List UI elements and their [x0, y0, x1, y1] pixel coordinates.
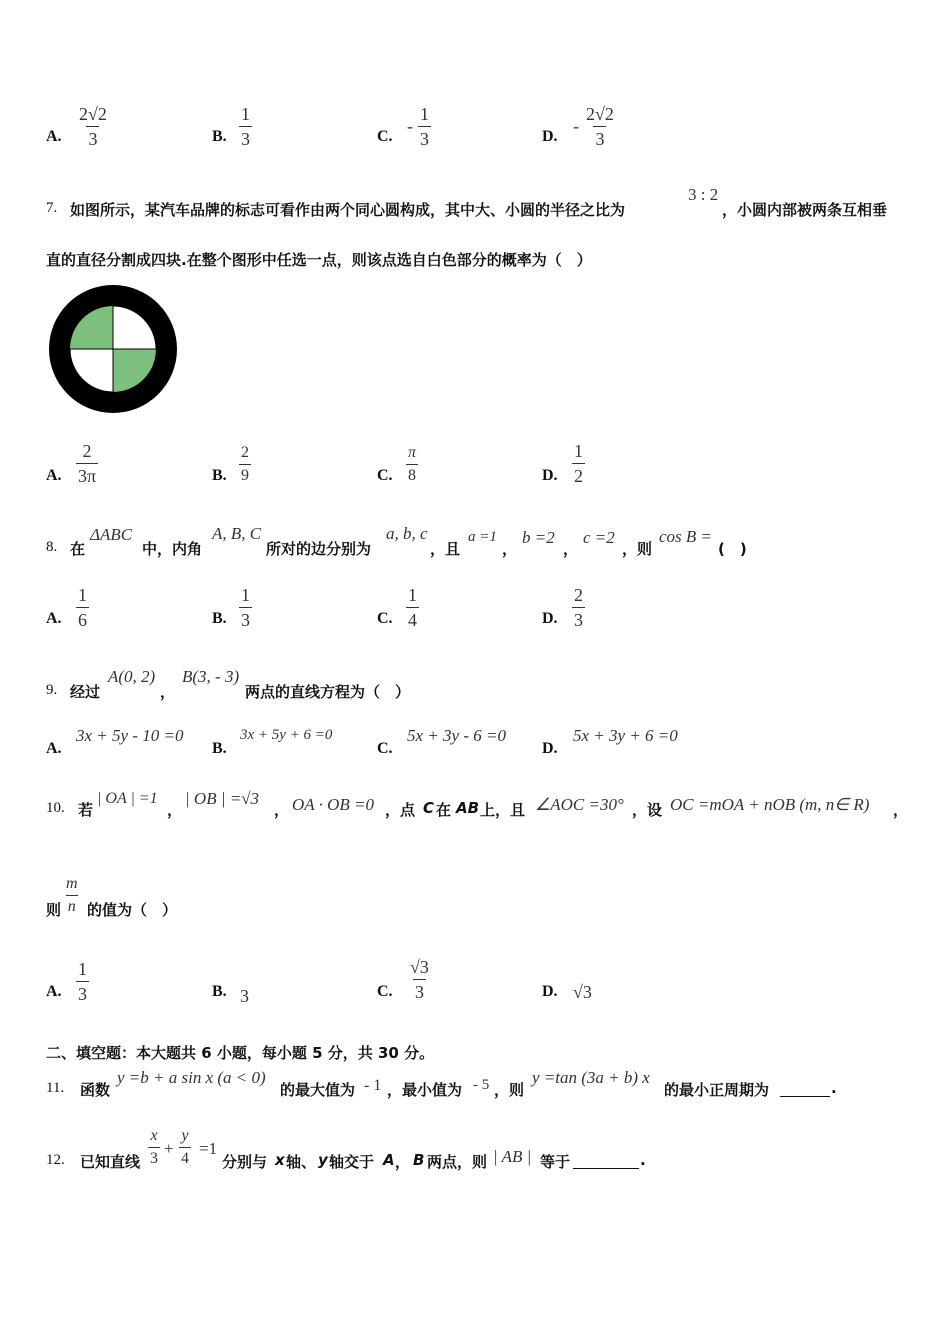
q8-option-d-label: D.	[542, 610, 558, 627]
q6-option-c-fraction: $\frac{1}{3}$	[420, 104, 429, 149]
q7-option-d-label: D.	[542, 467, 558, 484]
q8-comma-1: ，	[502, 540, 518, 558]
q9-option-a-expr: 3x + 5y - 10 =0	[76, 726, 184, 745]
q9-point-b: B(3, - 3)	[182, 667, 240, 686]
q10-point-c: C	[423, 799, 435, 817]
q8-cos-b: cos B =	[659, 527, 713, 546]
q7-option-c-fraction: $\frac{\pi}{8}$	[408, 444, 417, 484]
q9-option-a-label: A.	[46, 740, 62, 757]
q7-number: 7.	[46, 200, 58, 216]
q10-option-a-fraction: $\frac{1}{3}$	[78, 959, 87, 1004]
q12-point-a: A	[383, 1151, 395, 1169]
q8-c-value: c =2	[583, 528, 615, 547]
q8-option-c-fraction: $\frac{1}{4}$	[408, 585, 417, 630]
q8-text-1: 在	[70, 540, 86, 558]
q8-option-c-label: C.	[377, 610, 393, 627]
q10-m-over-n: $\frac{m}{n}$	[66, 875, 78, 915]
q11-text-1: 函数	[80, 1081, 111, 1099]
q7-option-d-fraction: $\frac{1}{2}$	[574, 441, 583, 486]
q7-text-line1: 如图所示，某汽车品牌的标志可看作由两个同心圆构成，其中大、小圆的半径之比为	[70, 201, 626, 219]
q9-text-2: 两点的直线方程为（ ）	[245, 683, 411, 701]
q10-option-d-value: √3	[573, 982, 592, 1002]
q8-triangle: ΔABC	[90, 525, 133, 544]
q10-oa-magnitude: | OA | =1	[97, 790, 158, 807]
section-2-heading: 二、填空题：本大题共 6 小题，每小题 5 分，共 30 分。	[46, 1044, 435, 1062]
q10-option-d-label: D.	[542, 983, 558, 1000]
q6-option-c-sign: -	[407, 116, 413, 136]
q11-text-4: ，则	[494, 1081, 525, 1099]
q6-option-b-label: B.	[212, 128, 227, 145]
q10-option-c-fraction: $\frac{√3}{3}$	[410, 957, 429, 1002]
q12-x-var: x	[275, 1151, 285, 1169]
q9-option-d-label: D.	[542, 740, 558, 757]
q12-equals-one: =1	[199, 1139, 218, 1158]
q10-text-5: ，设	[632, 801, 663, 819]
q11-tan-function: y =tan (3a + b) x	[532, 1068, 650, 1087]
q10-comma-1: ，	[167, 801, 183, 819]
q10-option-c-label: C.	[377, 983, 393, 1000]
q6-option-d-label: D.	[542, 128, 558, 145]
q10-text-4: 上，且	[480, 801, 526, 819]
q12-text-4: 轴交于	[329, 1153, 375, 1171]
q9-point-a: A(0, 2)	[108, 667, 156, 686]
q8-option-b-fraction: $\frac{1}{3}$	[241, 585, 250, 630]
q11-min-value: - 5	[473, 1077, 490, 1093]
q8-text-3: 所对的边分别为	[266, 540, 372, 558]
q10-text-7: 则	[46, 901, 62, 919]
q9-option-d-expr: 5x + 3y + 6 =0	[573, 726, 678, 745]
q8-comma-2: ，	[563, 540, 579, 558]
q10-text-2: ，点	[385, 801, 416, 819]
q11-function: y =b + a sin x (a < 0)	[117, 1068, 266, 1087]
q8-option-b-label: B.	[212, 610, 227, 627]
q10-option-a-label: A.	[46, 983, 62, 1000]
q8-b-value: b =2	[522, 528, 555, 547]
q10-text-8: 的值为（ ）	[87, 901, 178, 919]
q12-plus: +	[164, 1139, 174, 1158]
q6-option-c-label: C.	[377, 128, 393, 145]
q8-option-a-fraction: $\frac{1}{6}$	[78, 585, 87, 630]
q12-text-2: 分别与	[222, 1153, 268, 1171]
q9-option-b-label: B.	[212, 740, 227, 757]
q12-text-6: 等于	[540, 1153, 571, 1171]
q7-ratio: 3 : 2	[688, 185, 719, 204]
q7-option-a-fraction: $\frac{2}{3\pi}$	[78, 441, 97, 486]
q11-number: 11.	[46, 1080, 65, 1096]
q8-text-4: ，且	[430, 540, 461, 558]
q9-option-c-expr: 5x + 3y - 6 =0	[407, 726, 506, 745]
q10-ob-magnitude: | OB | =√3	[185, 789, 260, 808]
q8-option-a-label: A.	[46, 610, 62, 627]
q7-text-line1-end: ，小圆内部被两条互相垂	[722, 201, 888, 219]
q10-option-b-value: 3	[240, 986, 249, 1006]
q12-text-3: 轴、	[286, 1153, 317, 1171]
q8-a-value: a =1	[468, 529, 497, 545]
q12-ab-length: | AB |	[493, 1147, 532, 1166]
q11-end-period: .	[831, 1079, 837, 1097]
q10-oc-expression: OC =mOA + nOB (m, n∈ R)	[670, 795, 870, 814]
q6-option-d-sign: -	[573, 116, 579, 136]
q8-answer-paren: ( )	[718, 540, 747, 558]
q9-number: 9.	[46, 682, 58, 698]
q7-option-b-label: B.	[212, 467, 227, 484]
q12-text-1: 已知直线	[80, 1153, 141, 1171]
q11-text-3: ，最小值为	[387, 1081, 463, 1099]
q7-logo-figure	[46, 283, 182, 417]
q8-angles: A, B, C	[212, 524, 262, 543]
q12-x-over-3: $\frac{x}{3}$	[150, 1127, 158, 1167]
q12-point-b: B	[413, 1151, 425, 1169]
q12-end-period: .	[640, 1151, 646, 1169]
q11-text-5: 的最小正周期为	[664, 1081, 770, 1099]
q12-text-5: 两点，则	[427, 1153, 488, 1171]
q10-angle: ∠AOC =30°	[535, 795, 624, 814]
q7-option-a-label: A.	[46, 467, 62, 484]
q8-text-2: 中，内角	[142, 540, 203, 558]
q10-text-1: 若	[78, 801, 94, 819]
q9-comma: ，	[160, 683, 176, 701]
q12-y-var: y	[318, 1151, 328, 1169]
q6-option-a-label: A.	[46, 128, 62, 145]
q10-text-6: ，	[893, 801, 909, 819]
q10-segment-ab: AB	[456, 799, 480, 817]
q8-option-d-fraction: $\frac{2}{3}$	[574, 585, 583, 630]
q8-text-5: ，则	[622, 540, 653, 558]
q9-text-1: 经过	[70, 683, 101, 701]
q7-text-line2: 直的直径分割成四块.在整个图形中任选一点，则该点选自白色部分的概率为（ ）	[46, 251, 592, 269]
q6-option-b-fraction: $\frac{1}{3}$	[241, 104, 250, 149]
q6-option-a-fraction: $\frac{2√2}{3}$	[79, 104, 107, 149]
q11-answer-blank[interactable]	[780, 1080, 830, 1097]
q10-number: 10.	[46, 800, 65, 816]
q7-option-c-label: C.	[377, 467, 393, 484]
q12-number: 12.	[46, 1152, 65, 1168]
q12-separator: ，	[395, 1153, 411, 1171]
q12-answer-blank[interactable]	[573, 1152, 639, 1169]
q11-max-value: - 1	[364, 1077, 382, 1094]
q9-option-c-label: C.	[377, 740, 393, 757]
q10-comma-2: ，	[274, 801, 290, 819]
q9-option-b-expr: 3x + 5y + 6 =0	[240, 727, 333, 743]
q8-number: 8.	[46, 539, 58, 555]
q10-text-3: 在	[436, 801, 452, 819]
q7-option-b-fraction: $\frac{2}{9}$	[241, 444, 249, 484]
q10-dot-product: OA · OB =0	[292, 795, 374, 814]
q8-sides: a, b, c	[386, 524, 428, 543]
q6-option-d-fraction: $\frac{2√2}{3}$	[586, 104, 614, 149]
q10-option-b-label: B.	[212, 983, 227, 1000]
q11-text-2: 的最大值为	[280, 1081, 356, 1099]
q12-y-over-4: $\frac{y}{4}$	[181, 1127, 189, 1167]
